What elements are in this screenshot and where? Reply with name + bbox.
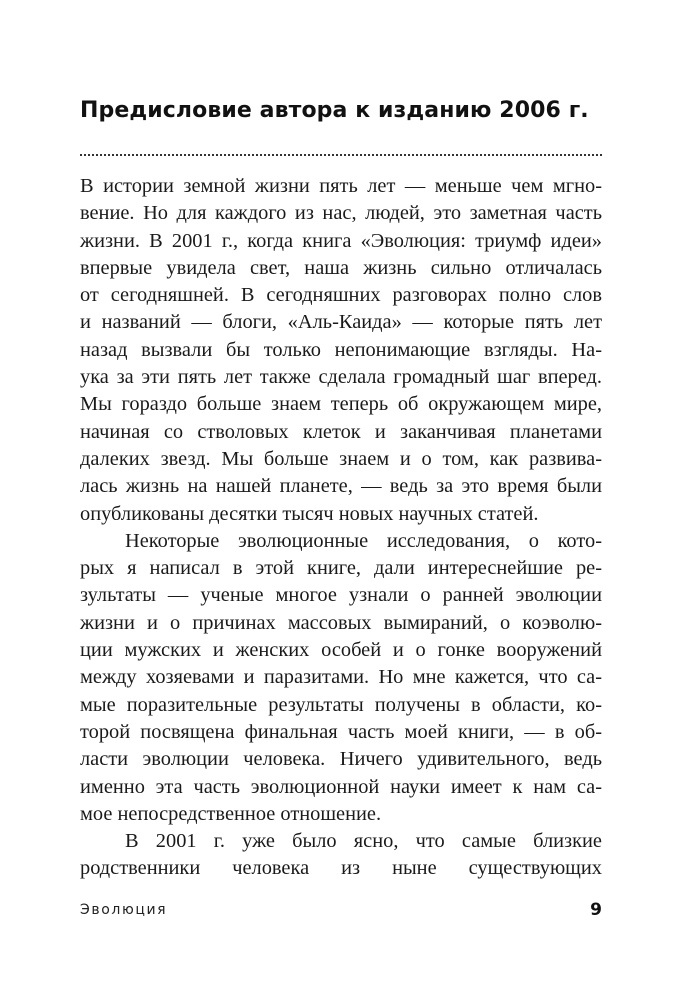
paragraph-2 bbox=[80, 528, 602, 828]
text-line: жизни и о причинах массовых вымираний, о коэволю- bbox=[80, 611, 602, 634]
text-line: жизни. В 2001 г., когда книга «Эволюция: триумф идеи» bbox=[80, 229, 602, 252]
text-line: ука за эти пять лет также сделала громадный шаг вперед. bbox=[80, 366, 602, 389]
page-number: 9 bbox=[590, 900, 602, 920]
body-text bbox=[80, 173, 602, 883]
paragraph-1 bbox=[80, 173, 602, 528]
text-line: зультаты — ученые многое узнали о ранней эволюции bbox=[80, 584, 602, 607]
chapter-title: Предисловие автора к изданию 2006 г. bbox=[80, 98, 589, 123]
text-line: Мы гораздо больше знаем теперь об окружающем мире, bbox=[80, 393, 602, 416]
text-line: торой посвящена финальная часть моей книги, — в об- bbox=[80, 720, 602, 743]
text-line: опубликованы десятки тысяч новых научных статей. bbox=[80, 502, 539, 525]
text-line: назад вызвали бы только непонимающие взгляды. На- bbox=[80, 338, 602, 361]
text-line: именно эта часть эволюционной науки имеет к нам са- bbox=[80, 775, 602, 798]
text-line: В истории земной жизни пять лет — меньше чем мгно- bbox=[80, 175, 602, 197]
text-line: ции мужских и женских особей и о гонке вооружений bbox=[80, 639, 602, 662]
text-line: рых я написал в этой книге, дали интереснейшие ре- bbox=[80, 557, 602, 580]
text-line: между хозяевами и паразитами. Но мне кажется, что са- bbox=[80, 666, 602, 689]
text-line: мые поразительные результаты получены в области, ко- bbox=[80, 693, 602, 716]
text-line: ласти эволюции человека. Ничего удивительного, ведь bbox=[80, 748, 602, 771]
text-line: мое непосредственное отношение. bbox=[80, 802, 382, 825]
dotted-divider bbox=[80, 154, 602, 156]
text-line: начиная со стволовых клеток и заканчивая планетами bbox=[80, 420, 602, 443]
text-line: родственники человека из ныне существующих bbox=[80, 857, 602, 880]
text-line: лась жизнь на нашей планете, — ведь за это время были bbox=[80, 475, 602, 498]
paragraph-3 bbox=[80, 828, 602, 883]
text-line: далеких звезд. Мы больше знаем и о том, как развива- bbox=[80, 447, 602, 470]
text-line: В 2001 г. уже было ясно, что самые близкие bbox=[125, 830, 602, 853]
text-line: и названий — блоги, «Аль-Каида» — которые пять лет bbox=[80, 311, 602, 334]
running-footer-book-title: Эволюция bbox=[80, 902, 168, 918]
text-line: впервые увидела свет, наша жизнь сильно отличалась bbox=[80, 256, 602, 279]
text-line: от сегодняшней. В сегодняшних разговорах полно слов bbox=[80, 284, 602, 307]
text-line: Некоторые эволюционные исследования, о кото- bbox=[125, 529, 602, 552]
text-line: вение. Но для каждого из нас, людей, это заметная часть bbox=[80, 202, 602, 225]
